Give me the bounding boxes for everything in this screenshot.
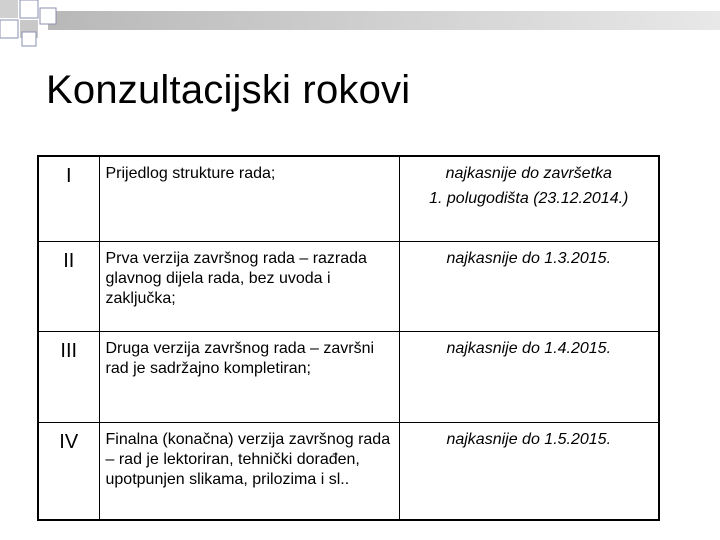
milestone-number: I [38, 156, 99, 242]
deadline-line: najkasnije do 1.5.2015. [446, 431, 612, 448]
milestone-task: Druga verzija završnog rada – završni rad je sadržajno kompletiran; [99, 332, 399, 423]
deadline-line: najkasnije do završetka [445, 165, 612, 182]
milestone-deadline [399, 423, 659, 521]
table-row [38, 242, 659, 332]
milestone-task: Prijedlog strukture rada; [99, 156, 399, 242]
slide-title: Konzultacijski rokovi [46, 68, 411, 112]
deadline-line: najkasnije do 1.3.2015. [446, 250, 612, 267]
deadline-line: najkasnije do 1.4.2015. [446, 340, 612, 357]
header-decoration [0, 0, 720, 48]
milestone-number: III [38, 332, 99, 423]
milestone-deadline [399, 332, 659, 423]
milestone-deadline [399, 242, 659, 332]
table-row [38, 332, 659, 423]
schedule-table [37, 155, 660, 521]
table-row [38, 423, 659, 521]
milestone-deadline [399, 156, 659, 242]
milestone-task: Prva verzija završnog rada – razrada glavnog dijela rada, bez uvoda i zaključka; [99, 242, 399, 332]
deadline-line: 1. polugodišta (23.12.2014.) [429, 190, 629, 207]
table-row [38, 156, 659, 242]
milestone-number: II [38, 242, 99, 332]
milestone-task: Finalna (konačna) verzija završnog rada – rad je lektoriran, tehnički dorađen, upotpunjen slikama, prilozima i sl.. [99, 423, 399, 521]
milestone-number: IV [38, 423, 99, 521]
